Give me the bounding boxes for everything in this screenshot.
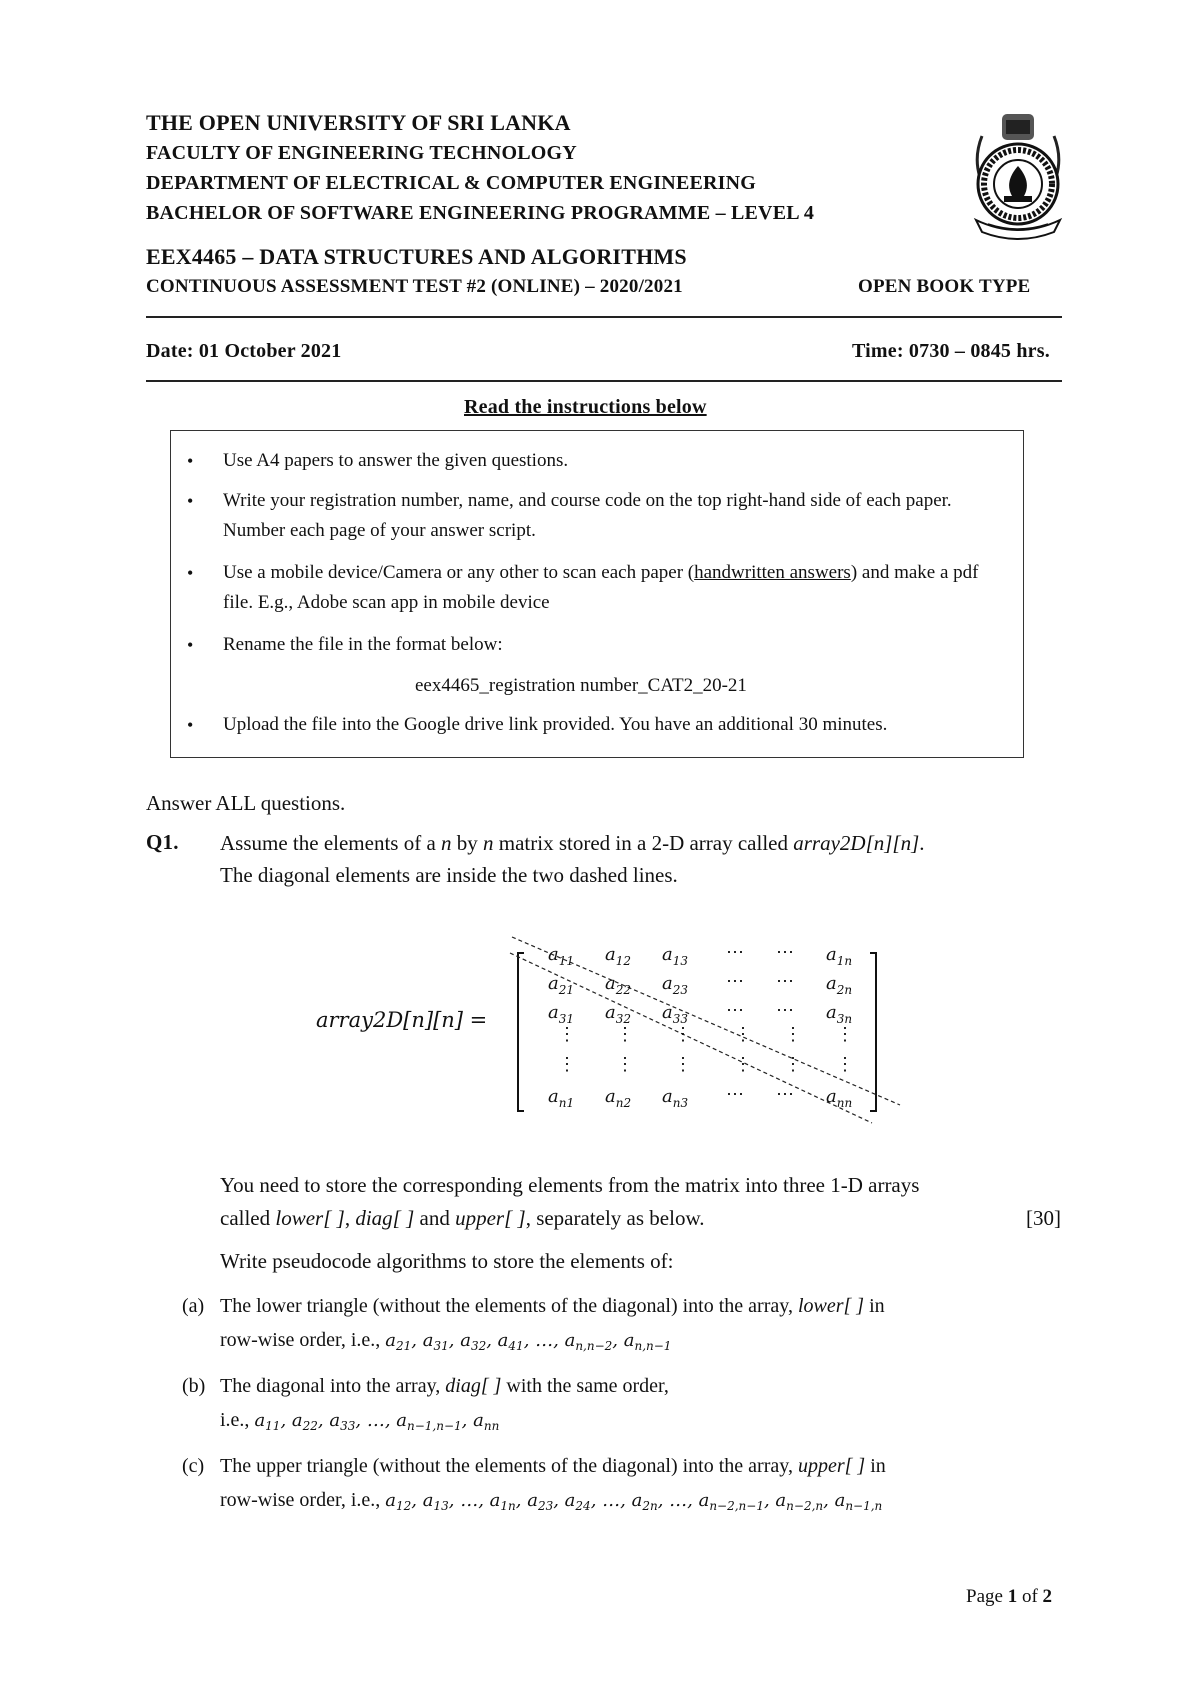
matrix-cell: $a_{n2}$ [605, 1086, 632, 1110]
header-rule-top [146, 316, 1062, 318]
matrix-ellipsis: ⋯ [726, 1084, 744, 1105]
matrix-cell: $a_{22}$ [605, 973, 632, 997]
bullet-dot: • [187, 451, 194, 471]
matrix-vdots: ⋮ [836, 1024, 854, 1045]
matrix-ellipsis: ⋯ [776, 1000, 794, 1021]
university-name: THE OPEN UNIVERSITY OF SRI LANKA [146, 110, 571, 135]
part-b-label: (b) [182, 1375, 206, 1397]
part-a-text: The lower triangle (without the elements of the diagonal) into the array, lower[ ] in [220, 1295, 885, 1317]
test-title: CONTINUOUS ASSESSMENT TEST #2 (ONLINE) – 2020/2021 [146, 276, 683, 297]
instruction-item: Write your registration number, name, and course code on the top right-hand side of each paper. Number each page of your answer script. [223, 490, 952, 541]
matrix-vdots: ⋮ [784, 1054, 802, 1075]
department-name: DEPARTMENT OF ELECTRICAL & COMPUTER ENGINEERING [146, 172, 757, 194]
matrix-cell: $a_{nn}$ [826, 1086, 853, 1110]
course-title: EEX4465 – DATA STRUCTURES AND ALGORITHMS [146, 244, 687, 269]
page-number: Page 1 of 2 [966, 1586, 1053, 1607]
matrix-cell: $a_{1n}$ [826, 944, 853, 968]
handwritten-answers-text: handwritten answers [694, 562, 851, 583]
matrix-vdots: ⋮ [784, 1024, 802, 1045]
part-c-text: The upper triangle (without the elements of the diagonal) into the array, upper[ ] in [220, 1455, 886, 1477]
matrix-ellipsis: ⋯ [776, 1084, 794, 1105]
matrix-vdots: ⋮ [734, 1054, 752, 1075]
q1-label: Q1. [146, 830, 179, 854]
q1-intro-line2: The diagonal elements are inside the two dashed lines. [220, 863, 678, 887]
programme-name: BACHELOR OF SOFTWARE ENGINEERING PROGRAMME – LEVEL 4 [146, 202, 815, 224]
matrix-cell: $a_{n3}$ [662, 1086, 689, 1110]
matrix-ellipsis: ⋯ [726, 1000, 744, 1021]
university-crest-logo [960, 112, 1076, 244]
matrix-cell: $a_{13}$ [662, 944, 689, 968]
answer-all: Answer ALL questions. [146, 791, 346, 815]
q1-write-text: Write pseudocode algorithms to store the elements of: [220, 1249, 674, 1273]
instructions-box [170, 430, 1024, 758]
part-a-sequence: row-wise order, i.e., $a_{21}$, $a_{31}$, $a_{32}$, $a_{41}$, …, $a_{n,n-2}$, $a_{n,n-1}$ [220, 1329, 672, 1353]
matrix-cell: $a_{3n}$ [826, 1002, 853, 1026]
part-c-sequence: row-wise order, i.e., $a_{12}$, $a_{13}$, …, $a_{1n}$, $a_{23}$, $a_{24}$, …, $a_{2n}$, …, $a_{n-2,n-1}$, $a_{n-2,n}$, $a_{n-1,n}$ [220, 1489, 883, 1513]
instruction-item: Upload the file into the Google drive link provided. You have an additional 30 minutes. [223, 714, 888, 735]
part-a-label: (a) [182, 1295, 205, 1317]
matrix-cell: $a_{2n}$ [826, 973, 853, 997]
matrix-cell: $a_{21}$ [548, 973, 575, 997]
matrix-ellipsis: ⋯ [776, 971, 794, 992]
bullet-dot: • [187, 635, 194, 655]
matrix-cell: $a_{23}$ [662, 973, 689, 997]
matrix-vdots: ⋮ [616, 1024, 634, 1045]
exam-time: Time: 0730 – 0845 hrs. [852, 340, 1050, 362]
bullet-dot: • [187, 715, 194, 735]
part-b-text: The diagonal into the array, diag[ ] with the same order, [220, 1375, 669, 1397]
matrix-ellipsis: ⋯ [726, 942, 744, 963]
q1-marks: [30] [1026, 1206, 1061, 1230]
q1-store-text-2: called lower[ ], diag[ ] and upper[ ], separately as below. [220, 1206, 705, 1230]
matrix-vdots: ⋮ [558, 1024, 576, 1045]
matrix-cell: $a_{12}$ [605, 944, 632, 968]
matrix-cell: $a_{33}$ [662, 1002, 689, 1026]
filename-format: eex4465_registration number_CAT2_20-21 [415, 675, 747, 696]
instruction-item: Use a mobile device/Camera or any other to scan each paper (handwritten answers) and make a pdf file. E.g., Adobe scan app in mobile device [223, 562, 979, 613]
q1-store-text: You need to store the corresponding elements from the matrix into three 1-D arrays [220, 1173, 920, 1197]
instructions-heading: Read the instructions below [464, 396, 707, 418]
matrix-cell: $a_{32}$ [605, 1002, 632, 1026]
matrix-cell: $a_{31}$ [548, 1002, 575, 1026]
header-rule-bottom [146, 380, 1062, 382]
part-c-label: (c) [182, 1455, 205, 1477]
matrix-vdots: ⋮ [734, 1024, 752, 1045]
matrix-cell: $a_{n1}$ [548, 1086, 575, 1110]
matrix-cell: $a_{11}$ [548, 944, 575, 968]
book-type: OPEN BOOK TYPE [858, 276, 1031, 297]
matrix-vdots: ⋮ [558, 1054, 576, 1075]
faculty-name: FACULTY OF ENGINEERING TECHNOLOGY [146, 142, 577, 164]
matrix-lhs: array2D[n][n] = [316, 1008, 488, 1032]
instruction-item: Use A4 papers to answer the given questions. [223, 450, 569, 471]
matrix-vdots: ⋮ [836, 1054, 854, 1075]
matrix-vdots: ⋮ [616, 1054, 634, 1075]
matrix-ellipsis: ⋯ [776, 942, 794, 963]
array-name: array2D[n][n] [793, 831, 920, 855]
bullet-dot: • [187, 491, 194, 511]
bullet-dot: • [187, 563, 194, 583]
part-b-sequence: i.e., $a_{11}$, $a_{22}$, $a_{33}$, …, $a_{n-1,n-1}$, $a_{nn}$ [220, 1409, 500, 1433]
exam-date: Date: 01 October 2021 [146, 340, 342, 362]
matrix-vdots: ⋮ [674, 1024, 692, 1045]
instruction-item: Rename the file in the format below: [223, 634, 503, 655]
matrix-vdots: ⋮ [674, 1054, 692, 1075]
q1-intro: Assume the elements of a n by n matrix stored in a 2-D array called array2D[n][n]. [220, 831, 925, 855]
matrix-ellipsis: ⋯ [726, 971, 744, 992]
